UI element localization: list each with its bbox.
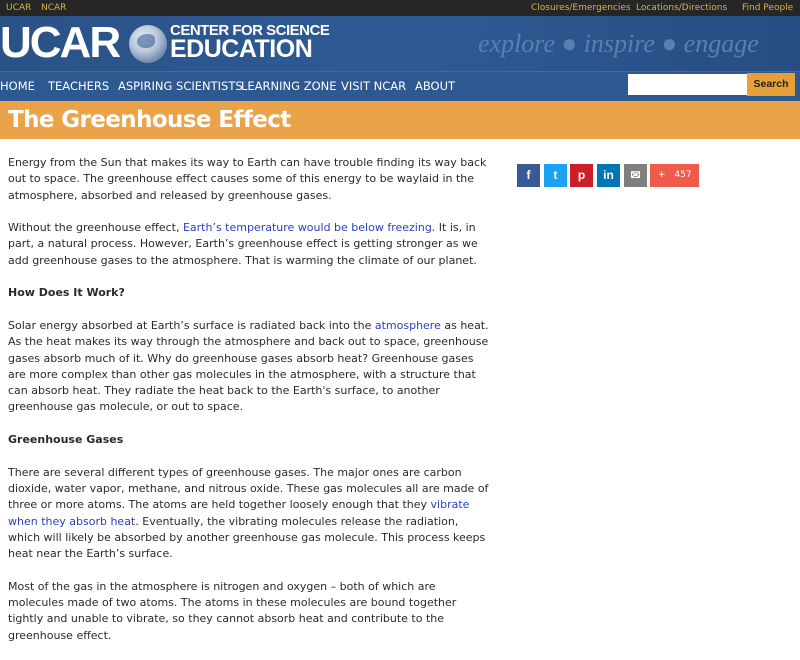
paragraph-intro: Energy from the Sun that makes its way to Earth can have trouble finding its way back out to space. The greenhouse effect causes some of this energy to be waylaid in the atmosphere, absorbed and released by greenhouse gases. — [8, 156, 487, 202]
topbar-link-ncar[interactable]: NCAR — [41, 3, 67, 13]
more-share-button[interactable] — [650, 164, 699, 187]
topbar-link-closures[interactable]: Closures/Emergencies — [531, 3, 631, 13]
facebook-share-button[interactable]: f — [517, 164, 540, 187]
link-vibrate[interactable]: vibrate when they absorb heat — [8, 498, 470, 528]
text-span: There are several different types of greenhouse gases. The major ones are carbon dioxide, water vapor, methane, and nitrous oxide. These gas molecules all are made of three or more atoms. The atoms are held together loosely enough that they — [8, 465, 489, 512]
paragraph-gas-types — [8, 465, 493, 563]
paragraph-nitrogen-oxygen: Most of the gas in the atmosphere is nitrogen and oxygen – both of which are molecules made of two atoms. The atoms in these molecules are bound together tightly and unable to vibrate, so they cannot absorb heat and contribute to the greenhouse effect. — [8, 579, 457, 642]
email-share-button[interactable]: ✉ — [624, 164, 647, 187]
utility-bar — [0, 0, 800, 16]
share-count: 457 — [674, 170, 692, 180]
page-title: The Greenhouse Effect — [8, 107, 291, 133]
paragraph-without-greenhouse — [8, 220, 493, 269]
globe-icon — [129, 25, 167, 63]
nav-visit-ncar[interactable]: VISIT NCAR — [341, 79, 407, 93]
nav-home[interactable]: HOME — [0, 79, 35, 93]
text-span: . Eventually, the vibrating molecules release the radiation, which will likely be absorbed by another greenhouse gas molecule. This process keeps heat near the Earth’s surface. — [8, 514, 486, 561]
twitter-share-button[interactable]: t — [544, 164, 567, 187]
heading-how-does-it-work: How Does It Work? — [8, 286, 125, 300]
link-atmosphere[interactable]: atmosphere — [374, 318, 441, 332]
nav-aspiring-scientists[interactable]: ASPIRING SCIENTISTS — [118, 79, 243, 93]
text-span: Without the greenhouse effect, — [8, 221, 183, 235]
topbar-link-ucar[interactable]: UCAR — [6, 3, 32, 13]
site-banner — [0, 16, 800, 71]
topbar-link-find-people[interactable]: Find People — [742, 3, 794, 13]
logo-line-2[interactable]: EDUCATION — [170, 35, 313, 63]
nav-about[interactable]: ABOUT — [415, 79, 456, 93]
tagline: explore ● inspire ● engage — [478, 29, 759, 58]
text-span: Solar energy absorbed at Earth’s surface is radiated back into the — [8, 318, 375, 332]
text-span: as heat. As the heat makes its way through the atmosphere and back out to space, greenhouse gases absorb much of it. Why do greenhouse gases absorb heat? Greenhouse gases are more complex than other gas molecules in the atmosphere, with a structure that can absorb heat. They radiate the heat back to the Earth's surface, to another greenhouse gas molecule, or out to space. — [8, 318, 489, 414]
text-span: . It is, in part, a natural process. However, Earth’s greenhouse effect is getting stronger as we add greenhouse gases to the atmosphere. That is warming the climate of our planet. — [8, 221, 478, 267]
search-input[interactable] — [628, 74, 748, 95]
linkedin-share-button[interactable]: in — [597, 164, 620, 187]
heading-greenhouse-gases: Greenhouse Gases — [8, 433, 124, 447]
plus-icon: + — [658, 170, 666, 180]
pinterest-share-button[interactable]: p — [570, 164, 593, 187]
search-button[interactable]: Search — [747, 73, 795, 96]
paragraph-solar-energy — [8, 318, 493, 416]
nav-teachers[interactable]: TEACHERS — [48, 79, 110, 93]
ucar-logo-text[interactable]: UCAR — [0, 18, 120, 67]
page-title-bar — [0, 101, 800, 139]
topbar-link-locations[interactable]: Locations/Directions — [636, 3, 728, 13]
link-earth-temperature[interactable]: Earth’s temperature would be below freezing — [182, 221, 432, 235]
nav-learning-zone[interactable]: LEARNING ZONE — [241, 79, 337, 93]
article-body — [8, 155, 493, 660]
logo-line-1[interactable]: CENTER FOR SCIENCE — [170, 22, 330, 39]
